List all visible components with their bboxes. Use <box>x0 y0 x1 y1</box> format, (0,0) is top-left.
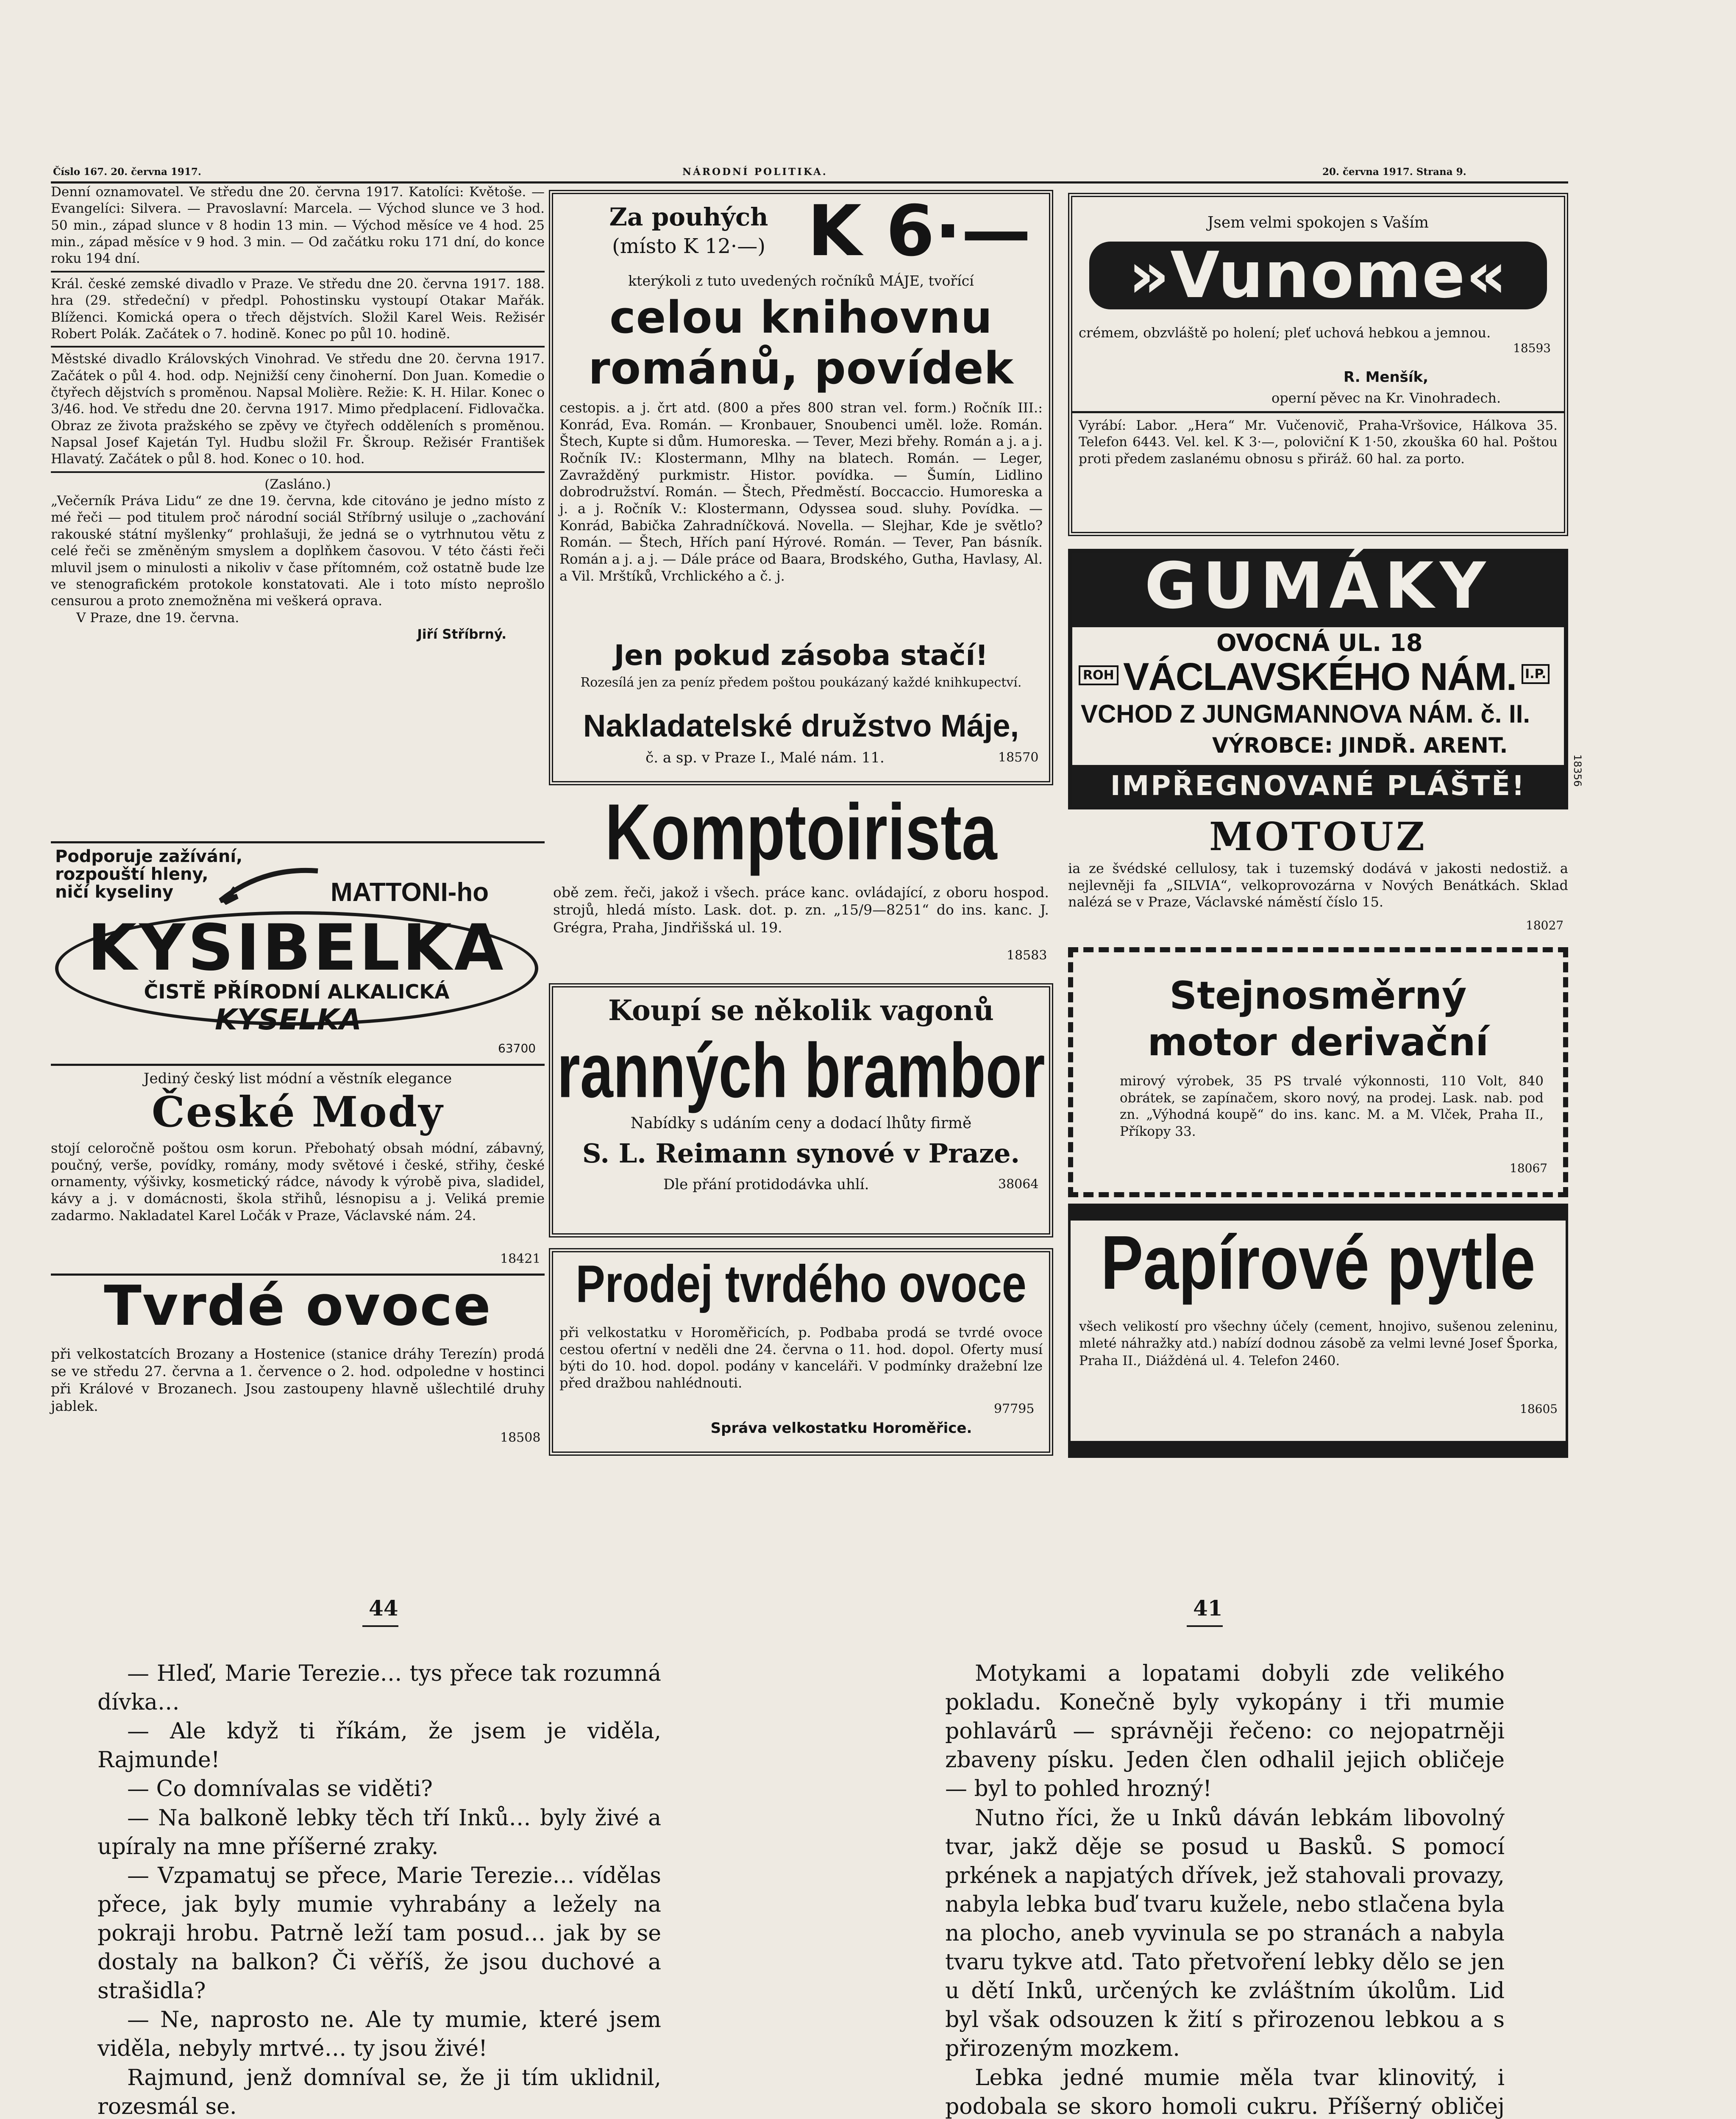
maje-big-1: celou knihovnu <box>609 292 993 343</box>
story-paragraph: Motykami a lopatami dobyli zde velikého pokladu. Konečně byly vykopány i tři mumie pohlavárů — správněji řečeno: co nejopatrněji zbaveny písku. Jeden člen odhalil jejich obličeje — byl to pohled hrozný! <box>945 1661 1505 1802</box>
prodej-ovoce-body: při velkostatku v Horoměřicích, p. Podbaba prodá se tvrdé ovoce cestou ofertní v neděli dne 24. června o 11. hod. dopol. Oferty musí býti do 10. hod. dopol. podány v kanceláři. V podmínky dražební lze před dražbou nahlédnouti. <box>559 1324 1043 1391</box>
maje-headline: Za pouhých <box>609 203 768 231</box>
komptoirista-title: Komptoirista <box>605 787 997 876</box>
ad-number: 18027 <box>1526 918 1564 932</box>
zaslano-signature: Jiří Stříbrný. <box>417 626 506 642</box>
maje-price: K 6·— <box>807 190 1031 272</box>
ad-number: 38064 <box>998 1177 1039 1192</box>
story-paragraph: — Ale když ti říkám, že jsem je viděla, Rajmunde! <box>97 1719 661 1773</box>
story-paragraph: Lebka jedné mumie měla tvar klinovitý, i podobala se skoro homoli cukru. Příšerný obličej <box>945 2065 1505 2119</box>
mattoni-kyselka: KYSELKA <box>214 1003 362 1037</box>
tvrde-ovoce-body: při velkostatcích Brozany a Hostenice (stanice dráhy Terezín) prodá se ve středu 27. června a 1. července o 2. hod. odpoledne v hostinci při Králové v Brozanech. Jsou zastoupeny hlavně ušlechtilé druhy jablek. <box>51 1346 545 1414</box>
tvrde-ovoce-title: Tvrdé ovoce <box>104 1274 492 1338</box>
vunome-top: Jsem velmi spokojen s Vaším <box>1207 214 1429 231</box>
mattoni-subtitle: ČISTĚ PŘÍRODNÍ ALKALICKÁ <box>144 980 450 1003</box>
prodej-ovoce-title: Prodej tvrdého ovoce <box>576 1254 1027 1314</box>
story-paragraph: — Vzpamatuj se přece, Marie Terezie… vídělas přece, jak byly mumie vyhrabány a ležely na pokraji hrobu. Patrně leží tam posud… jak by se dostaly na balkon? Či věříš, že jsou duchové a strašidla? <box>97 1863 661 2004</box>
gumaky-line-2: VÁCLAVSKÉHO NÁM. <box>1123 655 1516 698</box>
prodej-ovoce-signature: Správa velkostatku Horoměřice. <box>710 1420 972 1437</box>
divider <box>1072 411 1564 413</box>
divider <box>51 471 545 473</box>
page-number-underline <box>362 1625 398 1627</box>
story-right-text <box>945 1659 1505 2119</box>
tvrde-ovoce-ad <box>51 1274 545 1456</box>
brambor-line-2: Nabídky s udáním ceny a dodací lhůty firmě <box>630 1115 972 1132</box>
motor-line-1: Stejnosměrný <box>1169 973 1467 1018</box>
vunome-footer: Vyrábí: Labor. „Hera“ Mr. Vučenovič, Praha-Vršovice, Hálkova 35. Telefon 6443. Vel. kel. K 3·—, poloviční K 1·50, zkouška 60 hal. Poštou proti předem zaslanému obnosu s přiráž. 60 hal. za porto. <box>1079 418 1558 467</box>
maje-publisher: Nakladatelské družstvo Máje, <box>583 708 1019 743</box>
vunome-ad <box>1068 193 1568 536</box>
ad-number: 18605 <box>1520 1402 1558 1416</box>
header-page: 20. června 1917. Strana 9. <box>1322 166 1466 178</box>
vunome-brand: »Vunome« <box>1089 242 1547 309</box>
divider <box>51 346 545 348</box>
gumaky-ad <box>1068 549 1568 809</box>
mattoni-kysibelka: KYSIBELKA <box>87 911 506 985</box>
brambor-line-1: Koupí se několik vagonů <box>608 994 994 1027</box>
ad-number: 97795 <box>994 1402 1035 1416</box>
gumaky-title: GUMÁKY <box>1144 549 1492 623</box>
ceske-mody-title: České Mody <box>151 1088 444 1137</box>
header-issue: Číslo 167. 20. června 1917. <box>53 166 201 178</box>
ceske-mody-top: Jediný český list módní a věstník elegance <box>143 1070 452 1087</box>
brambor-ad <box>549 983 1053 1237</box>
ad-number: 18593 <box>1513 341 1551 355</box>
zaslano-text: „Večerník Práva Lidu“ ze dne 19. června, kde citováno je jedno místo z mé řeči — pod titulem proč národní sociál Stříbrný usiluje o „zachování rakouské státní myšlenky“ prohlašuji, že jedná se o vytrhnutou větu z celé řeči se změněným smyslem a doplňkem časovou. V této části řeči mluvil jsem o minulosti a nikoliv v čase přítomném, což ostatně bude lze ve stenografickém protokole konstatovati. Ale i toto místo neprošlo censurou a proto znemožněna mi veškerá oprava. <box>51 493 545 609</box>
motouz-ad <box>1068 816 1568 943</box>
gumaky-ip: I.P. <box>1522 664 1550 684</box>
pytle-body: všech velikostí pro všechny účely (cement, hnojivo, sušenou zeleninu, mleté náhražky atd.) nabízí dodnou zásobě za velmi levné Josef Šporka, Praha II., Diáždėná ul. 4. Telefon 2460. <box>1079 1319 1558 1368</box>
ad-number: 18570 <box>998 750 1039 765</box>
motor-body: mirový výrobek, 35 PS trvalé výkonnosti, 110 Volt, 840 obrátek, se zapínačem, skoro nový, na prodej. Lask. nab. pod zn. „Výhodná koupě“ do ins. kanc. M. a M. Vlček, Praha II., Příkopy 33. <box>1120 1073 1544 1140</box>
motouz-body: ia ze švédské cellulosy, tak i tuzemský dodává v jakosti nedostiž. a nejlevněji fa „SILVIA“, velkoprovozárna v Nových Benátkách. Sklad nalézá se v Praze, Václavské náměstí číslo 15. <box>1068 860 1568 910</box>
ad-number: 18356 <box>1572 754 1583 787</box>
ceske-mody-body: stojí celoročně poštou osm korun. Přebohatý obsah módní, zábavný, poučný, verše, povídky, romány, mody světové i české, střihy, české ornamenty, výšivky, kosmetický rádce, návody k výrobě piva, sladidel, kávy a j. v domácnosti, škola střihů, lésnopisu a j. Veliká premie zadarmo. Nakladatel Karel Ločák v Praze, Václavské nám. 24. <box>51 1140 545 1224</box>
gumaky-line-4: VÝROBCE: JINDŘ. ARENT. <box>1212 733 1508 758</box>
gumaky-roh: ROH <box>1079 665 1118 685</box>
maje-old-price: (místo K 12·—) <box>612 234 765 258</box>
vunome-signature: R. Menšík, <box>1344 369 1429 386</box>
mattoni-tagline-3: ničí kyseliny <box>55 882 174 902</box>
pytle-ad <box>1068 1204 1568 1458</box>
vunome-signature-2: operní pěvec na Kr. Vinohradech. <box>1271 390 1501 406</box>
brambor-line-3: Dle přání protidodávka uhlí. <box>663 1176 869 1193</box>
story-paragraph: — Hleď, Marie Terezie… tys přece tak rozumná dívka… <box>97 1661 661 1716</box>
pytle-title: Papírové pytle <box>1101 1219 1536 1305</box>
motor-line-2: motor derivační <box>1147 1020 1489 1065</box>
brambor-firm: S. L. Reimann synové v Praze. <box>582 1138 1020 1169</box>
divider <box>51 271 545 273</box>
column-1-notices <box>51 184 545 839</box>
gumaky-line-5: IMPŘEGNOVANÉ PLÁŠTĚ! <box>1072 765 1564 807</box>
story-paragraph: — Co domnívalas se viděti? <box>127 1776 433 1802</box>
ad-number: 18421 <box>500 1251 541 1266</box>
maje-stock: Jen pokud zásoba stačí! <box>614 639 988 672</box>
ceske-mody-ad <box>51 1070 545 1274</box>
story-paragraph: — Ne, naprosto ne. Ale ty mumie, které jsem viděla, nebyly mrtvé… ty jsou živé! <box>97 2007 661 2062</box>
page-number-underline <box>1187 1625 1223 1627</box>
mattoni-tagline-1: Podporuje zažívání, <box>55 847 243 866</box>
maje-big-2: románů, povídek <box>588 342 1014 394</box>
ad-number: 18583 <box>1007 948 1047 963</box>
brambor-big: ranných brambor <box>557 1027 1045 1114</box>
mattoni-brand: MATTONI-ho <box>331 878 489 907</box>
story-left-text <box>97 1659 661 2119</box>
story-right-page-number: 41 <box>1193 1596 1223 1621</box>
maje-small: Rozesílá jen za peníz předem poštou poukázaný každé knihkupectví. <box>580 675 1022 690</box>
maje-ad <box>549 190 1053 785</box>
story-left-page-number: 44 <box>369 1596 398 1621</box>
arrow-icon <box>212 854 322 905</box>
motouz-title: MOTOUZ <box>1209 814 1427 859</box>
theatre-national: Král. české zemské divadlo v Praze. Ve středu dne 20. června 1917. 188. hra (29. středeční) v předpl. Pohostinsku vystoupí Otakar Mařák. Blíženci. Komická opera o třech dějstvích. Složil Karel Weis. Režisér Robert Polák. Začátek o 7. hodině. Konec po půl 10. hodině. <box>51 276 545 342</box>
ad-number: 18508 <box>500 1430 541 1445</box>
divider <box>51 841 545 843</box>
gumaky-line-3: VCHOD Z JUNGMANNOVA NÁM. č. II. <box>1081 700 1530 728</box>
motor-ad <box>1068 947 1568 1197</box>
ad-number: 63700 <box>498 1041 536 1055</box>
vunome-body: crémem, obzvláště po holení; pleť uchová hebkou a jemnou. <box>1079 325 1491 341</box>
zaslano-title: (Zasláno.) <box>264 476 331 492</box>
divider <box>51 1064 545 1066</box>
mattoni-tagline-2: rozpouští hleny, <box>55 865 209 884</box>
daily-announcements: Denní oznamovatel. Ve středu dne 20. června 1917. Katolíci: Květoše. — Evangelíci: Silvera. — Pravoslavní: Marcela. — Východ slunce ve 3 hod. 50 min., západ slunce v 8 hodin 13 min. — Východ měsíce ve 4 hod. 25 min., západ měsíce v 9 hod. 3 min. — Od začátku roku 171 dní, do konce roku 194 dní. <box>51 184 545 267</box>
prodej-ovoce-ad <box>549 1248 1053 1456</box>
zaslano-date: V Praze, dne 19. června. <box>76 610 239 626</box>
header-rule <box>51 181 1568 184</box>
story-paragraph: Rajmund, jenž domníval se, že ji tím uklidnil, rozesmál se. <box>97 2065 661 2119</box>
maje-body: cestopis. a j. črt atd. (800 a přes 800 stran vel. form.) Ročník III.: Konrád, Eva. Román. — Kronbauer, Snoubenci uměl. lože. Román. Štech, Kupte si dům. Humoreska. — Tever, Mezi břehy. Román a j. a j. Ročník IV.: Klostermann, Mlhy na blatech. Román. — Leger, Zavražděný purkmistr. Histor. povídka. — Šumín, Lidlino dobrodružství. Román. — Štech, Předměstí. Boccaccio. Humoreska a j. a j. Ročník V.: Klostermann, Odyssea soud. sluhy. Povídka. — Konrád, Babička Zahradníčková. Novella. — Slejhar, Kde je světlo? Román. — Štech, Hřích paní Hýrové. Román. — Tever, Pan básník. Román a j. a j. — Dále práce od Baara, Brodského, Gutha, Havlasy, Al. a Vil. Mrštíků, Vrchlického a č. j. <box>559 400 1043 584</box>
story-paragraph: Nutno říci, že u Inků dáván lebkám libovolný tvar, jakž děje se posud u Basků. S pomocí prkének a napjatých dřívek, jež stahovali provazy, nabyla lebka buď tvaru kužele, nebo stlačena byla na plocho, aneb vyvinula se po stranách a nabyla tvaru tykve atd. Tato přetvoření lebky dělo se jen u dětí Inků, určených ke zvláštním úkolům. Lid byl však odsouzen k žití s přirozenou lebkou a s přirozeným mozkem. <box>945 1805 1505 2062</box>
maje-line: kterýkoli z tuto uvedených ročníků MÁJE, tvořící <box>628 273 974 289</box>
story-paragraph: — Na balkoně lebky těch tří Inků… byly živé a upíraly na mne příšerné zraky. <box>97 1805 661 1860</box>
komptoirista-body: obě zem. řeči, jakož i všech. práce kanc. ovládající, z oboru hospod. strojů, hledá místo. Lask. dot. p. zn. „15/9—8251“ do ins. kanc. J. Grégra, Praha, Jindřišská ul. 19. <box>553 884 1049 936</box>
theatre-vinohrady: Městské divadlo Královských Vinohrad. Ve středu dne 20. června 1917. Začátek o půl 4. hod. odp. Nejnižší ceny činoherní. Don Juan. Komedie o čtyřech dějstvích s proměnou. Napsal Molière. Režie: K. H. Hilar. Konec o 3/46. hod. Ve středu dne 20. června 1917. Mimo předplacení. Fidlovačka. Obraz ze života pražského se zpěvy ve čtyřech odděleních s proměnou. Napsal Josef Kajetán Tyl. Hudbu složil Fr. Škroup. Režisér František Hlavatý. Začátek o půl 8. hod. Konec o 10. hod. <box>51 351 545 467</box>
mattoni-ad <box>51 845 545 1062</box>
ad-number: 18067 <box>1510 1161 1548 1175</box>
gumaky-line-1: OVOCNÁ UL. 18 <box>1216 629 1423 657</box>
maje-address: č. a sp. v Praze I., Malé nám. 11. <box>645 749 885 766</box>
komptoirista-ad <box>549 787 1053 977</box>
header-masthead: NÁRODNÍ POLITIKA. <box>682 166 828 178</box>
